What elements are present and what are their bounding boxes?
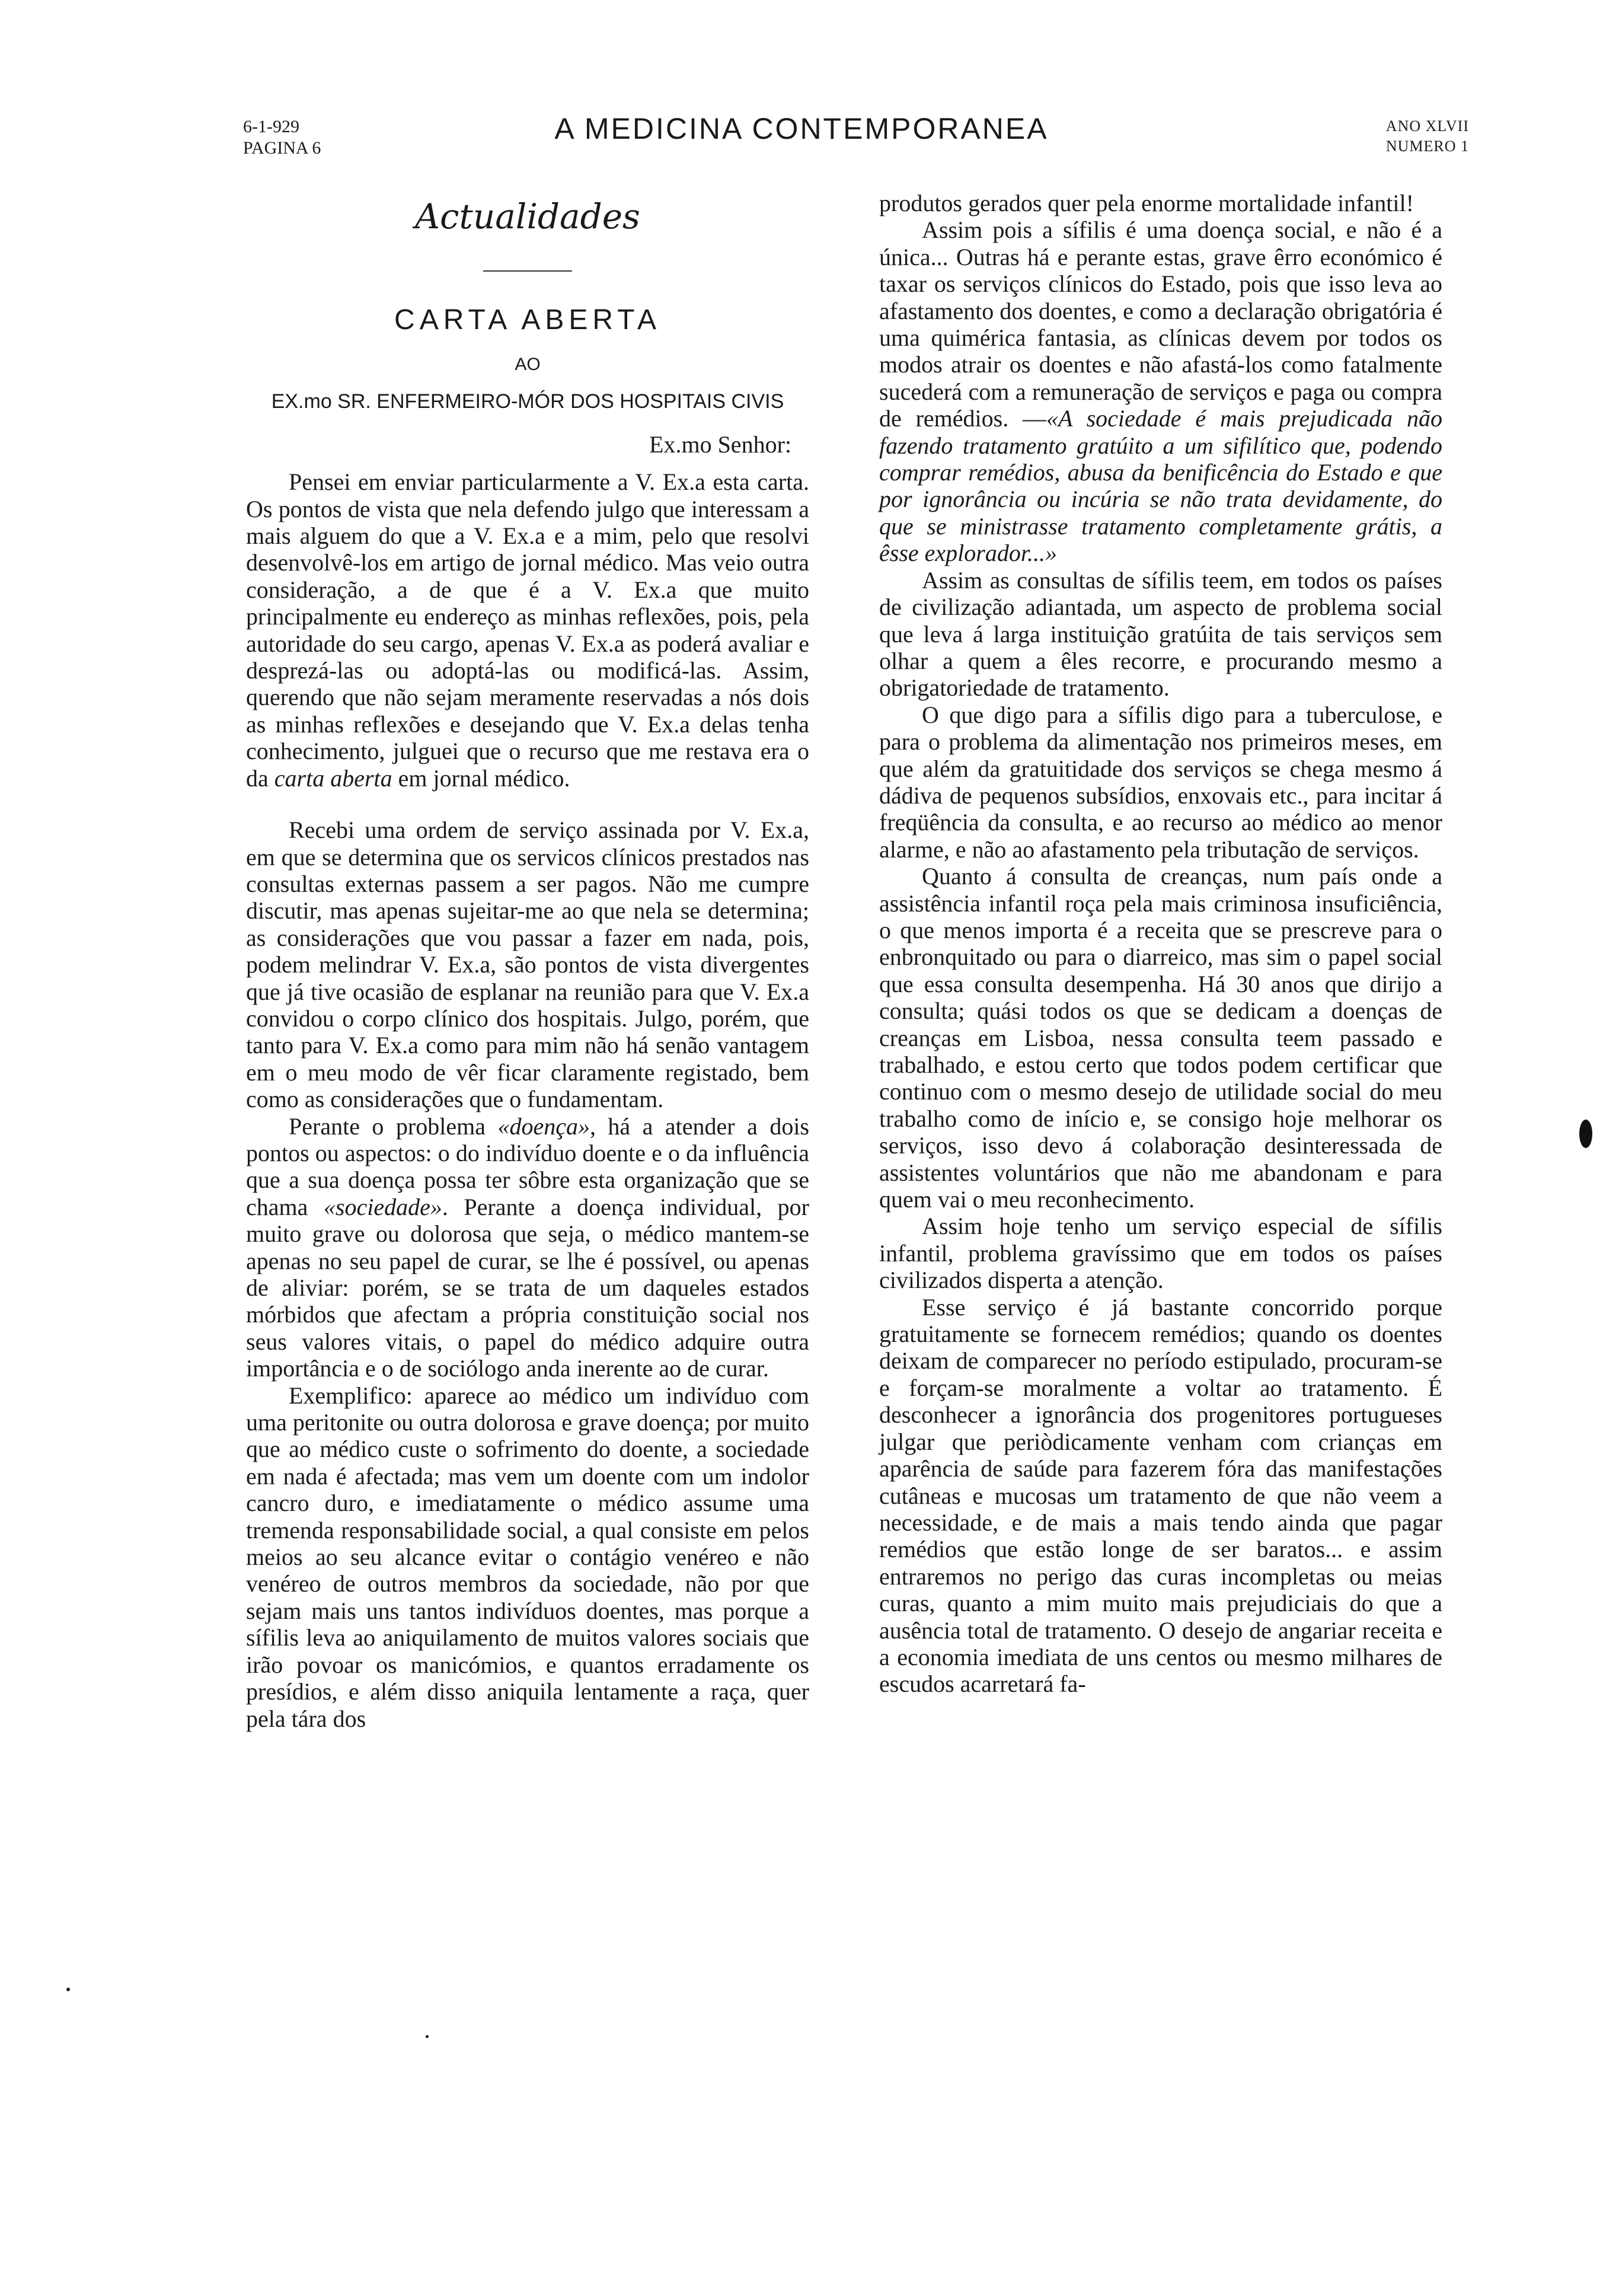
letter-addressee: EX.mo SR. ENFERMEIRO-MÓR DOS HOSPITAIS CIVIS [271,390,784,413]
issue-number: NUMERO 1 [1385,138,1469,155]
title-divider [483,270,572,272]
header-right [1386,116,1469,157]
paragraph-text: Assim pois a sífilis é uma doença social, e não é a única... Outras há e perante estas, grave êrro económico é taxar os serviços clínicos do Estado, pois que isso leva ao afastamento dos doentes, e como a declaração obrigatória é uma quimérica fantasia, as clínicas devem por todos os modos atrair os doentes e não afastá-los como fatalmente sucederá com a remuneração de serviços e paga ou compra de remédios. — [879,216,1442,432]
paragraph: Pensei em enviar particularmente a V. Ex.a esta carta. Os pontos de vista que nela defendo julgo que interessam a mais alguem do que a V. Ex.a e a mim, pelo que resolvi desenvolvê-los em artigo de jornal médico. Mas veio outra consideração, a de que é a V. Ex.a que muito principalmente eu endereço as minhas reflexões, pois, pela autoridade do seu cargo, apenas V. Ex.a as poderá avaliar e desprezá-las ou adoptá-las ou modificá-las. Assim, querendo que não sejam meramente reservadas a nós dois as minhas reflexões e desejando que V. Ex.a delas tenha conhecimento, julguei que o recurso que me restava era o da carta aberta em jornal médico. [246,468,809,792]
paragraph: Assim hoje tenho um serviço especial de sífilis infantil, problema gravíssimo que em todos os países civilizados disperta a atenção. [879,1213,1442,1294]
paragraph: Quanto á consulta de creanças, num país onde a assistência infantil roça pela mais criminosa insuficiência, o que menos importa é a receita que se prescreve para o enbronquitado ou para o diarreico, mas sim o papel social que essa consulta desempenha. Há 30 anos que dirijo a consulta; quási todos os que se dedicam a doenças de creanças em Lisboa, nessa consulta teem passado e trabalhado, e estou certo que todos podem certificar que continuo com o mesmo desejo de utilidade social do meu trabalho como de início e, se consigo hoje melhorar os serviços, isso devo á colaboração desinteressada de assistentes voluntários que não me abandonam e para quem vai o meu reconhecimento. [879,863,1442,1213]
section-title: Actualidades [415,196,640,237]
paragraph: Perante o problema «doença», há a atender a dois pontos ou aspectos: o do indivíduo doente e o da influência que a sua doença possa ter sôbre esta organização que se chama «sociedade». Perante a doença individual, por muito grave ou dolorosa que seja, o médico mantem-se apenas no seu papel de curar, se lhe é possível, ou apenas de aliviar: porém, se se trata de um daqueles estados mórbidos que afectam a própria constituição social nos seus valores vitais, o papel do médico adquire outra importância e o de sociólogo anda inerente ao de curar. [246,1112,809,1382]
ink-mark [66,1988,70,1991]
paragraph: Recebi uma ordem de serviço assinada por V. Ex.a, em que se determina que os servicos clínicos prestados nas consultas externas passem a ser pagos. Não me cumpre discutir, mas apenas sujeitar-me ao que nela se determina; as considerações que vou passar a fazer em nada, pois, podem melindrar V. Ex.a, são pontos de vista divergentes que já tive ocasião de esplanar na reunião para que V. Ex.a convidou o corpo clínico dos hospitais. Julgo, porém, que tanto para V. Ex.a como para mim não há senão vantagem em o meu modo de vêr ficar claramente registado, bem como as considerações que o fundamentam. [246,817,809,1113]
page-number: PAGINA 6 [243,138,321,158]
left-column [246,190,809,1732]
paragraph: Assim as consultas de sífilis teem, em todos os países de civilização adiantada, um aspecto de problema social que leva á larga instituição gratúita de tais serviços sem olhar a quem a êles recorre, e procurando mesmo a obrigatoriedade de tratamento. [879,566,1442,701]
paragraph: O que digo para a sífilis digo para a tuberculose, e para o problema da alimentação nos primeiros meses, em que além da gratuitidade dos serviços se chega mesmo á dádiva de pequenos subsídios, enxovais etc., para incitar á freqüência da consulta, e ao recurso ao médico ao menor alarme, e não ao afastamento pela tributação de serviços. [879,701,1442,863]
issue-date: 6-1-929 [243,117,299,136]
letter-salutation: Ex.mo Senhor: [649,430,791,458]
ink-mark [426,2035,429,2038]
right-column [879,190,1442,1698]
journal-title: A MEDICINA CONTEMPORANEA [554,112,1049,145]
paragraph [879,216,1442,566]
ink-mark [1579,1120,1592,1148]
paragraph: Exemplifico: aparece ao médico um indivíduo com uma peritonite ou outra dolorosa e grave doença; por muito que ao médico custe o sofrimento do doente, a sociedade em nada é afectada; mas vem um doente com um indolor cancro duro, e imediatamente o médico assume uma tremenda responsabilidade social, a qual consiste em pelos meios ao seu alcance evitar o contágio venéreo e não venéreo de outros membros da sociedade, não por que sejam mais uns tantos indivíduos doentes, mas porque a sífilis leva ao aniquilamento de muitos valores sociais que irão povoar os manicómios, e quantos erradamente os presídios, e além disso aniquila lentamente a raça, quer pela tára dos [246,1382,809,1732]
letter-title: CARTA ABERTA [394,304,661,336]
paragraph: Esse serviço é já bastante concorrido porque gratuitamente se fornecem remédios; quando os doentes deixam de comparecer no período estipulado, procuram-se e forçam-se moralmente a voltar ao tratamento. É desconhecer a ignorância dos progenitores portugueses julgar que periòdicamente venham com crianças em aparência de saúde para fazerem fóra das manifestações cutâneas e mucosas um tratamento de que não veem a necessidade, e de mais a mais tendo ainda que pagar remédios que estão longe de ser baratos... e assim entraremos no perigo das curas incompletas ou meias curas, quanto a mim muito mais prejudiciais do que a ausência total de tratamento. O desejo de angariar receita e a economia imediata de uns centos ou mesmo milhares de escudos acarretará fa- [879,1293,1442,1698]
letter-to: AO [515,355,541,374]
paragraph: produtos gerados quer pela enorme mortalidade infantil! [879,190,1414,216]
quoted-statement: «A sociedade é mais prejudicada não fazendo tratamento gratúito a um sifilítico que, podendo comprar remédios, abusa da benificência do Estado e que por ignorância ou incúria se não trata devidamente, do que se ministrasse tratamento completamente grátis, a êsse explorador...» [879,405,1442,567]
volume-year: ANO XLVII [1385,117,1469,135]
